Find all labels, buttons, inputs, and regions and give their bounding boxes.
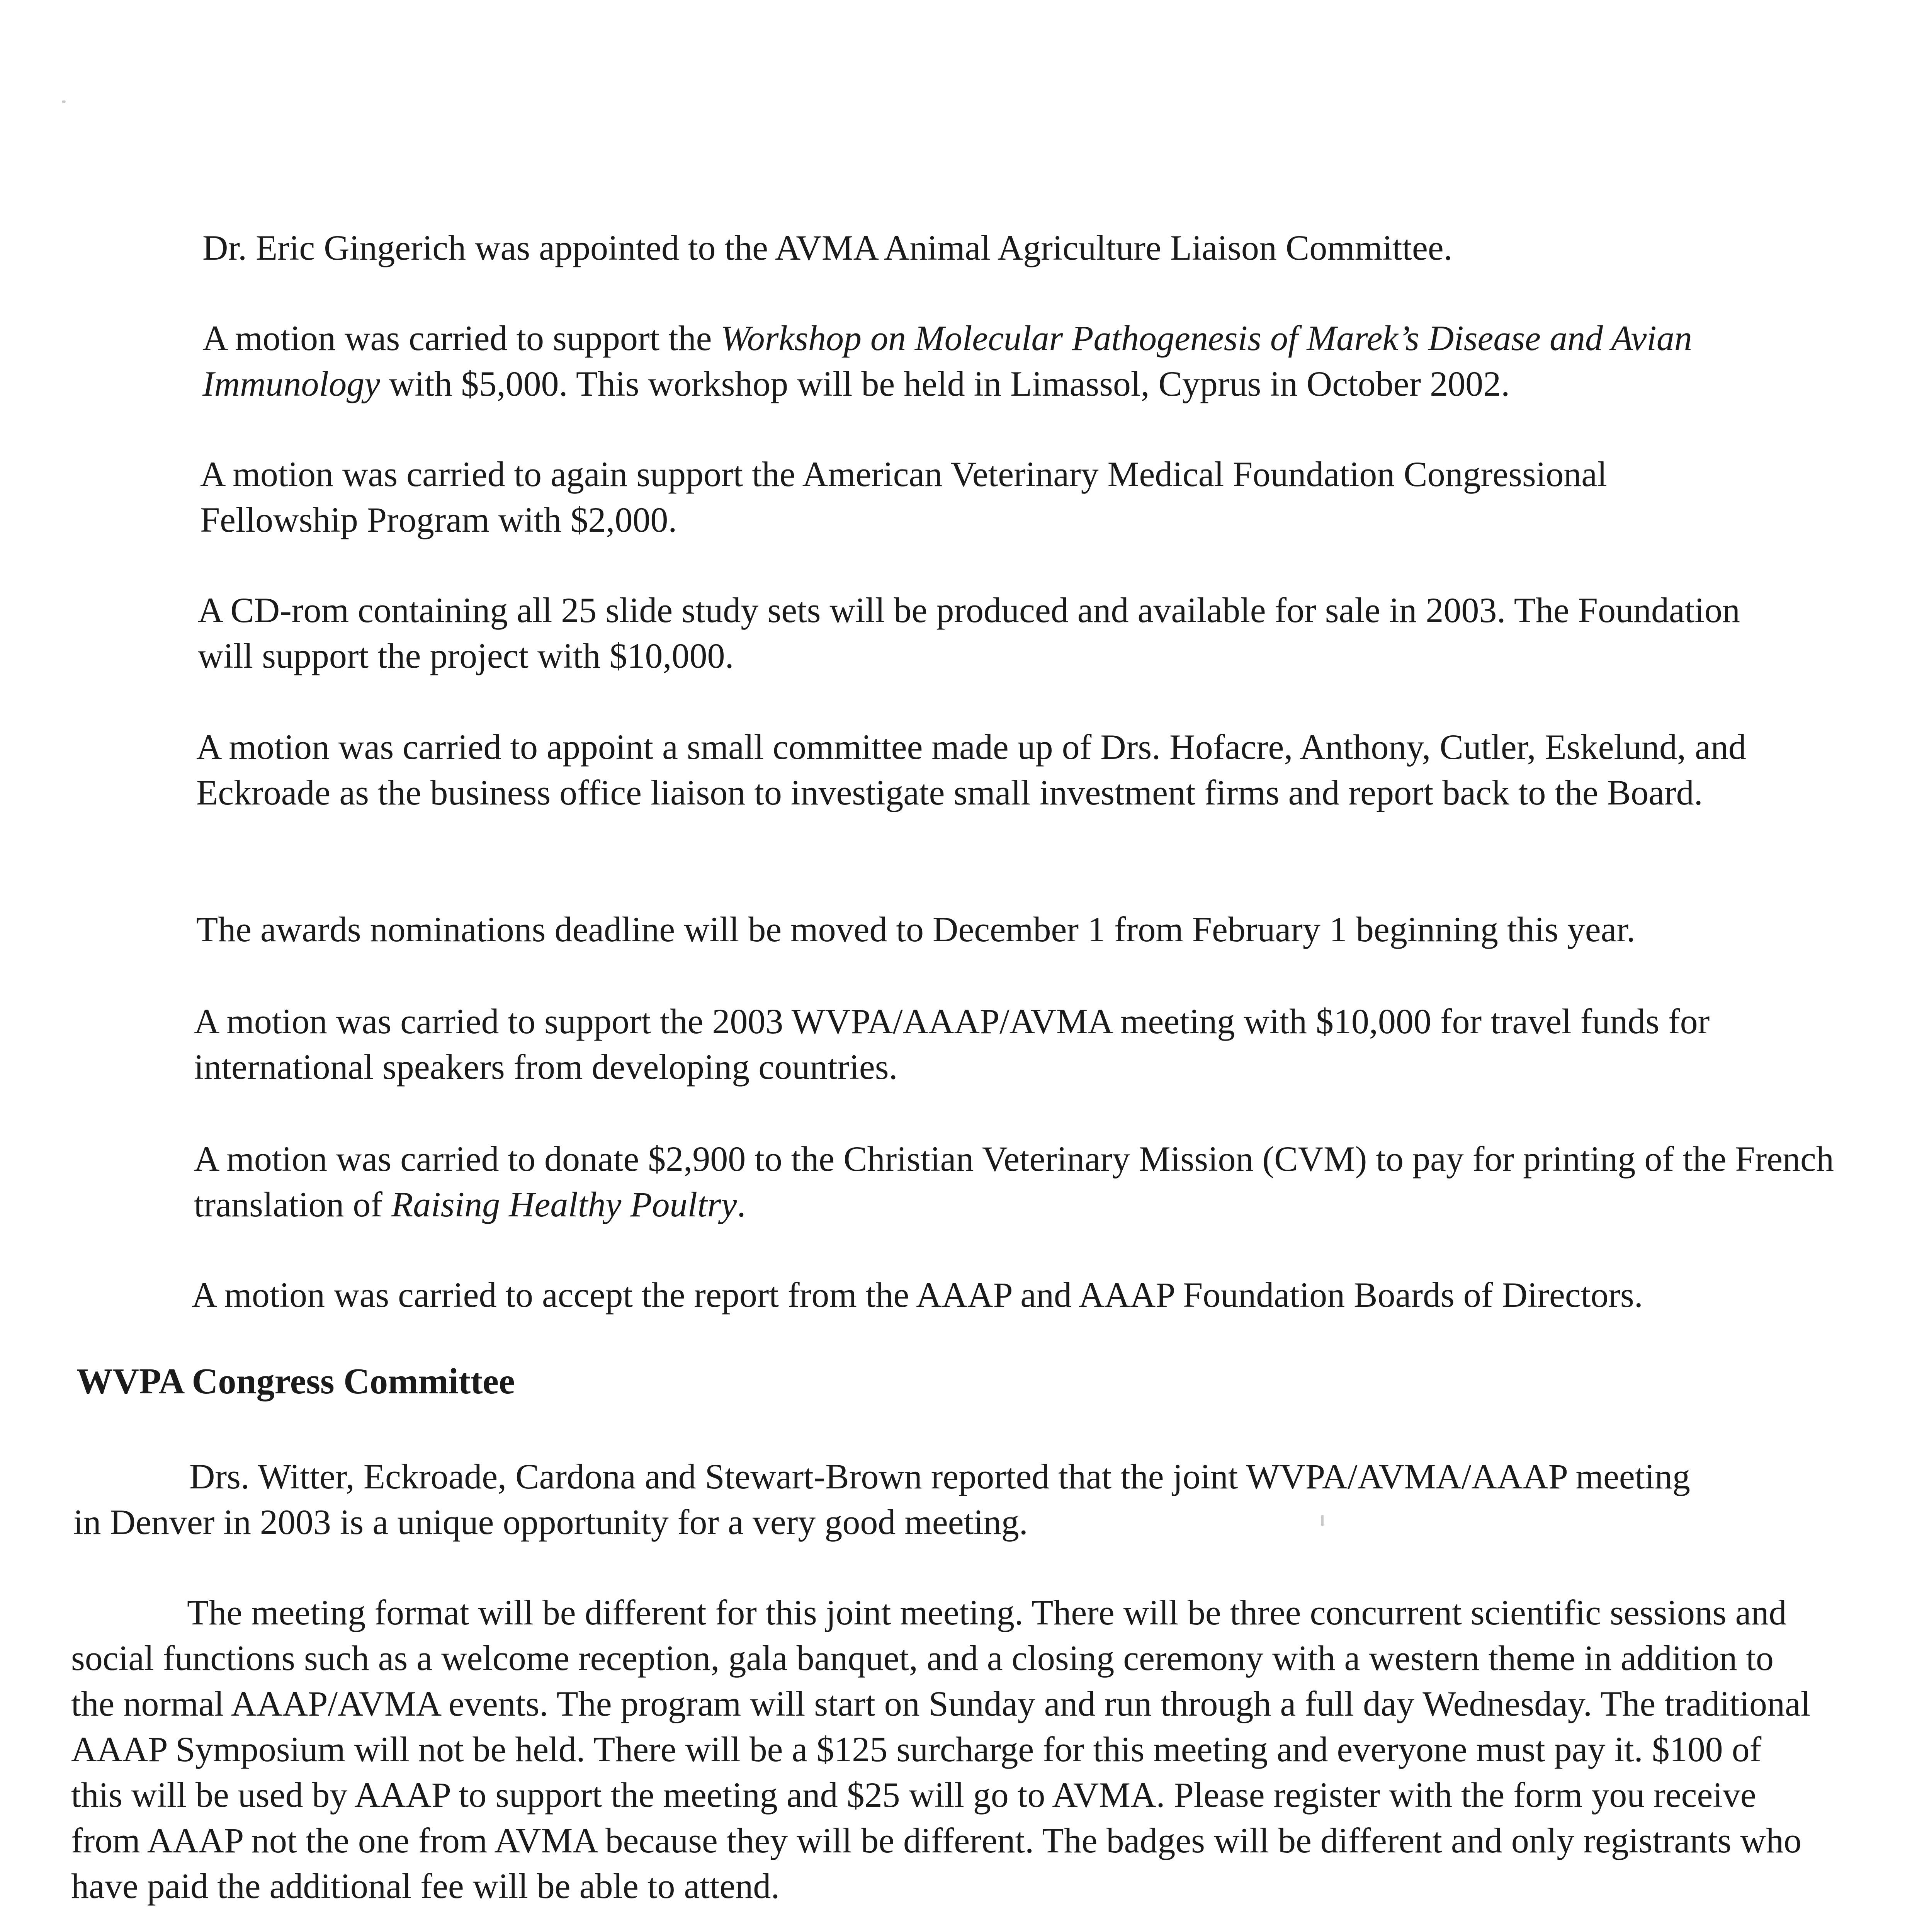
paragraph-congressional-fellowship: A motion was carried to again support the American Veterinary Medical Foundation Congressional Fellowship Program with $2,000.	[200, 454, 1607, 539]
paragraph-cvm-donation-lead: A motion was carried to donate $2,900 to the Christian Veterinary Mission (CVM) to pay for printing of the French translation of	[194, 1139, 1834, 1224]
paragraph-congress-report: Drs. Witter, Eckroade, Cardona and Stewart-Brown reported that the joint WVPA/AVMA/AAAP meeting in Denver in 2003 is a unique opportunity for a very good meeting.	[73, 1457, 1690, 1542]
scan-speck	[62, 100, 66, 103]
paragraph-cd-rom: A CD-rom containing all 25 slide study sets will be produced and available for sale in 2003. The Foundation will support the project with $10,000.	[198, 590, 1740, 675]
book-title: Raising Healthy Poultry	[391, 1185, 737, 1224]
paragraph-gingerich-appointment: Dr. Eric Gingerich was appointed to the AVMA Animal Agriculture Liaison Committee.	[202, 228, 1453, 267]
paragraph-investment-committee: A motion was carried to appoint a small committee made up of Drs. Hofacre, Anthony, Cutler, Eskelund, and Eckroade as the business office liaison to investigate small investment firms and report back to the Board.	[196, 727, 1746, 812]
section-heading: WVPA Congress Committee	[76, 1361, 515, 1401]
paragraph-accept-report: A motion was carried to accept the report from the AAAP and AAAP Foundation Boards of Directors.	[192, 1275, 1643, 1315]
paragraph-mareks-workshop-lead: A motion was carried to support the	[202, 318, 721, 358]
paragraph-meeting-format: The meeting format will be different for this joint meeting. There will be three concurrent scientific sessions and social functions such as a welcome reception, gala banquet, and a closing ceremony with a western theme in addition to the normal AAAP/AVMA events. The program will start on Sunday and run through a full day Wednesday. The traditional AAAP Symposium will not be held. There will be a $125 surcharge for this meeting and everyone must pay it. $100 of this will be used by AAAP to support the meeting and $25 will go to AVMA. Please register with the form you receive from AAAP not the one from AVMA because they will be different. The badges will be different and only registrants who have paid the additional fee will be able to attend.	[71, 1593, 1811, 1906]
paragraph-mareks-workshop-tail: with $5,000. This workshop will be held in Limassol, Cyprus in October 2002.	[380, 364, 1510, 403]
paragraph-awards-deadline: The awards nominations deadline will be moved to December 1 from February 1 beginning this year.	[196, 910, 1636, 949]
workshop-title: Workshop on Molecular Pathogenesis of Marek’s Disease and Avian Immunology	[202, 318, 1692, 403]
paragraph-cvm-donation	[194, 1136, 1855, 1227]
scan-speck	[1321, 1515, 1324, 1526]
paragraph-cvm-donation-tail: .	[737, 1185, 746, 1224]
paragraph-mareks-workshop	[202, 315, 1786, 406]
paragraph-travel-funds: A motion was carried to support the 2003 WVPA/AAAP/AVMA meeting with $10,000 for travel funds for international speakers from developing countries.	[194, 1002, 1710, 1087]
